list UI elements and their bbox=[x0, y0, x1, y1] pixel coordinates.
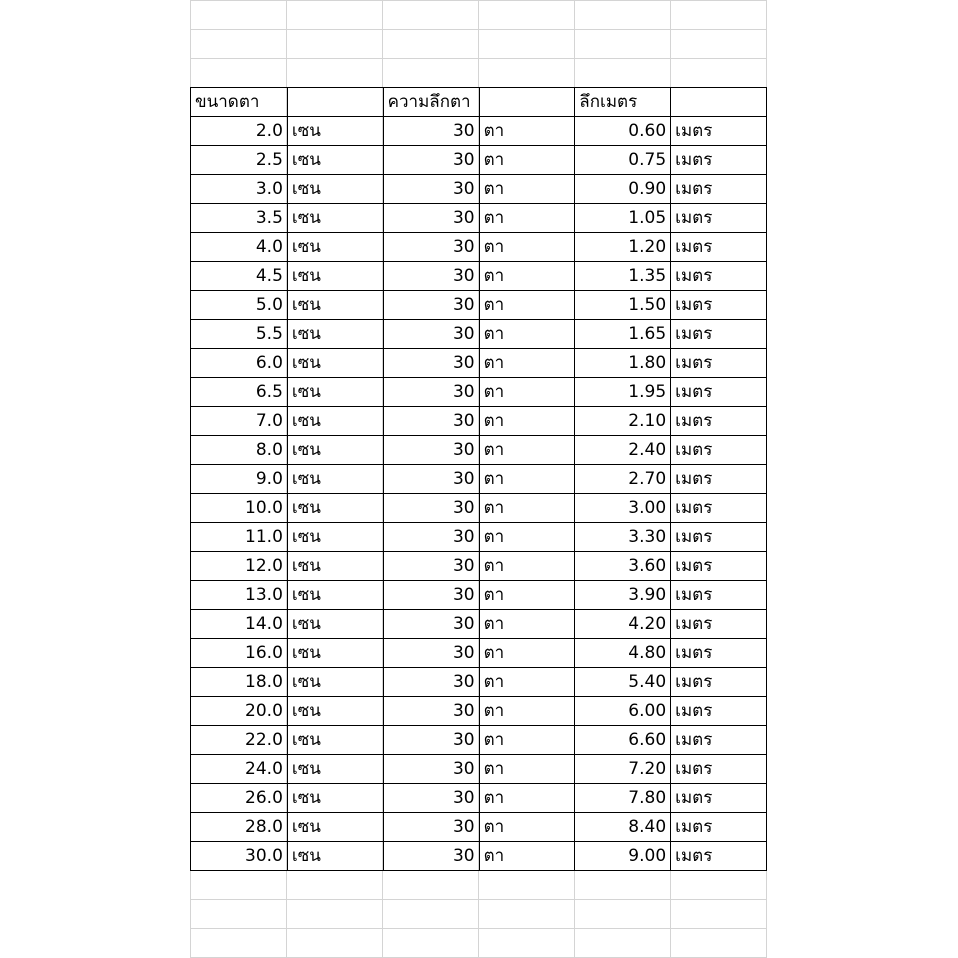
unit-mesh-cell: ตา bbox=[479, 668, 575, 697]
table-row bbox=[191, 204, 767, 233]
spreadsheet-grid bbox=[190, 0, 767, 958]
mesh-count-cell: 30 bbox=[383, 146, 479, 175]
unit-meter-cell: เมตร bbox=[671, 697, 767, 726]
mesh-count-cell: 30 bbox=[383, 494, 479, 523]
mesh-size-cell: 2.5 bbox=[191, 146, 288, 175]
unit-meter-cell: เมตร bbox=[671, 117, 767, 146]
depth-meters-cell: 1.50 bbox=[575, 291, 671, 320]
unit-meter-cell: เมตร bbox=[671, 204, 767, 233]
depth-meters-cell: 7.80 bbox=[575, 784, 671, 813]
unit-meter-cell: เมตร bbox=[671, 262, 767, 291]
depth-meters-cell: 0.75 bbox=[575, 146, 671, 175]
table-row bbox=[191, 291, 767, 320]
unit-cm-cell: เซน bbox=[287, 262, 383, 291]
mesh-size-cell: 3.0 bbox=[191, 175, 288, 204]
unit-cm-cell: เซน bbox=[287, 639, 383, 668]
unit-cm-cell: เซน bbox=[287, 726, 383, 755]
unit-cm-cell: เซน bbox=[287, 465, 383, 494]
table-row bbox=[191, 813, 767, 842]
unit-cm-cell: เซน bbox=[287, 552, 383, 581]
unit-meter-cell: เมตร bbox=[671, 726, 767, 755]
mesh-count-cell: 30 bbox=[383, 291, 479, 320]
mesh-count-cell: 30 bbox=[383, 813, 479, 842]
table-row bbox=[191, 639, 767, 668]
depth-meters-cell: 3.00 bbox=[575, 494, 671, 523]
unit-cm-cell: เซน bbox=[287, 784, 383, 813]
unit-mesh-cell: ตา bbox=[479, 755, 575, 784]
mesh-count-cell: 30 bbox=[383, 320, 479, 349]
unit-cm-cell: เซน bbox=[287, 494, 383, 523]
unit-meter-cell: เมตร bbox=[671, 233, 767, 262]
unit-cm-cell: เซน bbox=[287, 697, 383, 726]
unit-meter-cell: เมตร bbox=[671, 436, 767, 465]
table-row bbox=[191, 494, 767, 523]
mesh-size-cell: 10.0 bbox=[191, 494, 288, 523]
unit-cm-cell: เซน bbox=[287, 349, 383, 378]
depth-meters-cell: 3.90 bbox=[575, 581, 671, 610]
table-row bbox=[191, 349, 767, 378]
table-row bbox=[191, 610, 767, 639]
unit-mesh-cell: ตา bbox=[479, 436, 575, 465]
unit-meter-cell: เมตร bbox=[671, 784, 767, 813]
mesh-size-table bbox=[190, 87, 767, 871]
depth-meters-cell: 0.90 bbox=[575, 175, 671, 204]
unit-cm-cell: เซน bbox=[287, 610, 383, 639]
depth-meters-cell: 2.10 bbox=[575, 407, 671, 436]
unit-mesh-cell: ตา bbox=[479, 117, 575, 146]
table-row bbox=[191, 175, 767, 204]
mesh-count-cell: 30 bbox=[383, 349, 479, 378]
depth-meters-cell: 1.95 bbox=[575, 378, 671, 407]
table-row bbox=[191, 668, 767, 697]
mesh-count-cell: 30 bbox=[383, 436, 479, 465]
mesh-size-cell: 20.0 bbox=[191, 697, 288, 726]
table-row bbox=[191, 436, 767, 465]
unit-meter-cell: เมตร bbox=[671, 523, 767, 552]
unit-cm-cell: เซน bbox=[287, 175, 383, 204]
mesh-count-cell: 30 bbox=[383, 755, 479, 784]
unit-meter-cell: เมตร bbox=[671, 291, 767, 320]
unit-meter-cell: เมตร bbox=[671, 813, 767, 842]
unit-cm-cell: เซน bbox=[287, 117, 383, 146]
unit-mesh-cell: ตา bbox=[479, 233, 575, 262]
unit-mesh-cell: ตา bbox=[479, 784, 575, 813]
mesh-count-cell: 30 bbox=[383, 407, 479, 436]
mesh-count-cell: 30 bbox=[383, 378, 479, 407]
depth-meters-cell: 7.20 bbox=[575, 755, 671, 784]
header-mesh-size: ขนาดตา bbox=[191, 88, 288, 117]
depth-meters-cell: 8.40 bbox=[575, 813, 671, 842]
unit-mesh-cell: ตา bbox=[479, 146, 575, 175]
table-row bbox=[191, 842, 767, 871]
unit-meter-cell: เมตร bbox=[671, 842, 767, 871]
depth-meters-cell: 9.00 bbox=[575, 842, 671, 871]
table-row bbox=[191, 146, 767, 175]
table-row bbox=[191, 407, 767, 436]
mesh-count-cell: 30 bbox=[383, 117, 479, 146]
unit-meter-cell: เมตร bbox=[671, 146, 767, 175]
mesh-size-cell: 24.0 bbox=[191, 755, 288, 784]
unit-meter-cell: เมตร bbox=[671, 465, 767, 494]
unit-cm-cell: เซน bbox=[287, 813, 383, 842]
table-row bbox=[191, 581, 767, 610]
header-empty-2 bbox=[479, 88, 575, 117]
mesh-size-cell: 14.0 bbox=[191, 610, 288, 639]
unit-mesh-cell: ตา bbox=[479, 726, 575, 755]
mesh-size-cell: 12.0 bbox=[191, 552, 288, 581]
mesh-count-cell: 30 bbox=[383, 726, 479, 755]
table-row bbox=[191, 697, 767, 726]
unit-meter-cell: เมตร bbox=[671, 494, 767, 523]
unit-mesh-cell: ตา bbox=[479, 378, 575, 407]
depth-meters-cell: 0.60 bbox=[575, 117, 671, 146]
mesh-count-cell: 30 bbox=[383, 262, 479, 291]
mesh-size-cell: 2.0 bbox=[191, 117, 288, 146]
mesh-size-cell: 4.5 bbox=[191, 262, 288, 291]
unit-cm-cell: เซน bbox=[287, 320, 383, 349]
table-row bbox=[191, 262, 767, 291]
mesh-count-cell: 30 bbox=[383, 784, 479, 813]
mesh-size-cell: 9.0 bbox=[191, 465, 288, 494]
unit-meter-cell: เมตร bbox=[671, 639, 767, 668]
unit-meter-cell: เมตร bbox=[671, 175, 767, 204]
table-row bbox=[191, 523, 767, 552]
mesh-size-cell: 16.0 bbox=[191, 639, 288, 668]
mesh-count-cell: 30 bbox=[383, 523, 479, 552]
unit-mesh-cell: ตา bbox=[479, 204, 575, 233]
depth-meters-cell: 1.35 bbox=[575, 262, 671, 291]
unit-meter-cell: เมตร bbox=[671, 407, 767, 436]
mesh-size-cell: 8.0 bbox=[191, 436, 288, 465]
depth-meters-cell: 6.60 bbox=[575, 726, 671, 755]
depth-meters-cell: 1.05 bbox=[575, 204, 671, 233]
header-mesh-depth: ความลึกตา bbox=[383, 88, 479, 117]
mesh-size-cell: 4.0 bbox=[191, 233, 288, 262]
unit-cm-cell: เซน bbox=[287, 668, 383, 697]
mesh-size-cell: 5.0 bbox=[191, 291, 288, 320]
unit-mesh-cell: ตา bbox=[479, 291, 575, 320]
unit-meter-cell: เมตร bbox=[671, 378, 767, 407]
mesh-size-cell: 22.0 bbox=[191, 726, 288, 755]
mesh-size-cell: 26.0 bbox=[191, 784, 288, 813]
header-depth-meters: ลึกเมตร bbox=[575, 88, 671, 117]
unit-cm-cell: เซน bbox=[287, 146, 383, 175]
table-row bbox=[191, 755, 767, 784]
mesh-count-cell: 30 bbox=[383, 697, 479, 726]
mesh-count-cell: 30 bbox=[383, 842, 479, 871]
grid-row-line bbox=[190, 29, 767, 30]
mesh-count-cell: 30 bbox=[383, 639, 479, 668]
mesh-size-cell: 11.0 bbox=[191, 523, 288, 552]
grid-row-line bbox=[190, 0, 767, 1]
mesh-size-cell: 5.5 bbox=[191, 320, 288, 349]
unit-mesh-cell: ตา bbox=[479, 523, 575, 552]
unit-meter-cell: เมตร bbox=[671, 755, 767, 784]
unit-cm-cell: เซน bbox=[287, 233, 383, 262]
unit-cm-cell: เซน bbox=[287, 407, 383, 436]
header-empty-3 bbox=[671, 88, 767, 117]
unit-mesh-cell: ตา bbox=[479, 262, 575, 291]
mesh-size-cell: 13.0 bbox=[191, 581, 288, 610]
unit-meter-cell: เมตร bbox=[671, 610, 767, 639]
mesh-size-cell: 6.0 bbox=[191, 349, 288, 378]
unit-cm-cell: เซน bbox=[287, 204, 383, 233]
mesh-count-cell: 30 bbox=[383, 175, 479, 204]
unit-mesh-cell: ตา bbox=[479, 349, 575, 378]
unit-cm-cell: เซน bbox=[287, 378, 383, 407]
unit-cm-cell: เซน bbox=[287, 842, 383, 871]
depth-meters-cell: 6.00 bbox=[575, 697, 671, 726]
unit-mesh-cell: ตา bbox=[479, 581, 575, 610]
unit-mesh-cell: ตา bbox=[479, 639, 575, 668]
unit-cm-cell: เซน bbox=[287, 523, 383, 552]
depth-meters-cell: 4.20 bbox=[575, 610, 671, 639]
mesh-count-cell: 30 bbox=[383, 233, 479, 262]
table-row bbox=[191, 117, 767, 146]
depth-meters-cell: 5.40 bbox=[575, 668, 671, 697]
grid-row-line bbox=[190, 928, 767, 929]
unit-meter-cell: เมตร bbox=[671, 668, 767, 697]
unit-meter-cell: เมตร bbox=[671, 320, 767, 349]
unit-mesh-cell: ตา bbox=[479, 610, 575, 639]
grid-row-line bbox=[190, 899, 767, 900]
unit-cm-cell: เซน bbox=[287, 755, 383, 784]
mesh-count-cell: 30 bbox=[383, 465, 479, 494]
depth-meters-cell: 2.40 bbox=[575, 436, 671, 465]
depth-meters-cell: 4.80 bbox=[575, 639, 671, 668]
mesh-size-cell: 30.0 bbox=[191, 842, 288, 871]
unit-cm-cell: เซน bbox=[287, 581, 383, 610]
table-row bbox=[191, 465, 767, 494]
table-row bbox=[191, 233, 767, 262]
unit-mesh-cell: ตา bbox=[479, 697, 575, 726]
depth-meters-cell: 1.65 bbox=[575, 320, 671, 349]
table-row bbox=[191, 320, 767, 349]
unit-mesh-cell: ตา bbox=[479, 407, 575, 436]
table-row bbox=[191, 784, 767, 813]
table-row bbox=[191, 726, 767, 755]
table-row bbox=[191, 378, 767, 407]
unit-cm-cell: เซน bbox=[287, 291, 383, 320]
unit-mesh-cell: ตา bbox=[479, 842, 575, 871]
mesh-size-cell: 18.0 bbox=[191, 668, 288, 697]
mesh-count-cell: 30 bbox=[383, 204, 479, 233]
header-row bbox=[191, 88, 767, 117]
mesh-count-cell: 30 bbox=[383, 581, 479, 610]
unit-meter-cell: เมตร bbox=[671, 581, 767, 610]
mesh-count-cell: 30 bbox=[383, 668, 479, 697]
depth-meters-cell: 2.70 bbox=[575, 465, 671, 494]
mesh-size-cell: 6.5 bbox=[191, 378, 288, 407]
depth-meters-cell: 1.20 bbox=[575, 233, 671, 262]
unit-cm-cell: เซน bbox=[287, 436, 383, 465]
mesh-count-cell: 30 bbox=[383, 610, 479, 639]
depth-meters-cell: 1.80 bbox=[575, 349, 671, 378]
unit-mesh-cell: ตา bbox=[479, 813, 575, 842]
mesh-count-cell: 30 bbox=[383, 552, 479, 581]
unit-mesh-cell: ตา bbox=[479, 320, 575, 349]
mesh-size-cell: 28.0 bbox=[191, 813, 288, 842]
depth-meters-cell: 3.30 bbox=[575, 523, 671, 552]
unit-meter-cell: เมตร bbox=[671, 349, 767, 378]
unit-mesh-cell: ตา bbox=[479, 175, 575, 204]
grid-row-line bbox=[190, 58, 767, 59]
mesh-size-cell: 3.5 bbox=[191, 204, 288, 233]
unit-mesh-cell: ตา bbox=[479, 465, 575, 494]
depth-meters-cell: 3.60 bbox=[575, 552, 671, 581]
unit-meter-cell: เมตร bbox=[671, 552, 767, 581]
header-empty-1 bbox=[287, 88, 383, 117]
mesh-size-cell: 7.0 bbox=[191, 407, 288, 436]
unit-mesh-cell: ตา bbox=[479, 494, 575, 523]
unit-mesh-cell: ตา bbox=[479, 552, 575, 581]
table-row bbox=[191, 552, 767, 581]
